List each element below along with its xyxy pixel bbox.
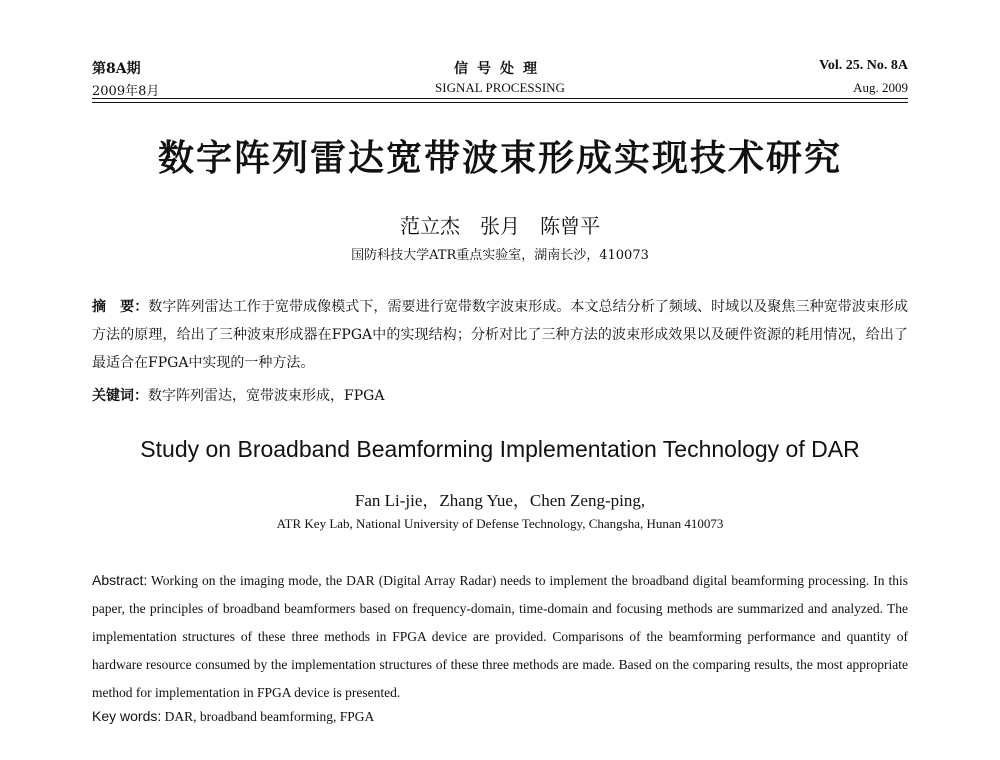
- header-rule-thin: [92, 102, 908, 103]
- keywords-cn: [92, 385, 908, 405]
- issue-number: 第8A期: [92, 61, 141, 77]
- keywords-text-cn: 数字阵列雷达，宽带波束形成，FPGA: [148, 388, 385, 404]
- affiliation-en: ATR Key Lab, National University of Defense Technology, Changsha, Hunan 410073: [276, 516, 724, 531]
- header-rule: [92, 98, 908, 99]
- authors-en: Fan Li-jie，Zhang Yue，Chen Zeng-ping,: [354, 491, 646, 510]
- paper-title-cn: 数字阵列雷达宽带波束形成实现技术研究: [157, 138, 842, 179]
- journal-header-bottom: [92, 80, 908, 98]
- journal-name-en: SIGNAL PROCESSING: [435, 80, 565, 95]
- abstract-label-cn: 摘 要：: [92, 299, 149, 315]
- abstract-text-cn: 数字阵列雷达工作于宽带成像模式下，需要进行宽带数字波束形成。本文总结分析了频域、时域以及聚焦三种宽带波束形成方法的原理，给出了三种波束形成器在FPGA中的实现结构；分析对比了三种方法的波束形成效果以及硬件资源的耗用情况，给出了最适合在FPGA中实现的一种方法。: [92, 299, 908, 371]
- abstract-en: [92, 566, 908, 707]
- journal-name-cn: 信号处理: [454, 61, 546, 77]
- affiliation-cn: 国防科技大学ATR重点实验室，湖南长沙，410073: [351, 248, 649, 263]
- keywords-text-en: DAR, broadband beamforming, FPGA: [164, 709, 375, 724]
- keywords-label-cn: 关键词：: [92, 388, 148, 404]
- journal-header-top: [92, 58, 908, 78]
- keywords-label-en: Key words:: [92, 708, 162, 724]
- authors-cn: 范立杰 张月 陈曾平: [400, 214, 600, 238]
- publication-date-en: Aug. 2009: [853, 80, 908, 95]
- abstract-label-en: Abstract:: [92, 572, 148, 588]
- abstract-text-en: Working on the imaging mode, the DAR (Digital Array Radar) needs to implement the broadband digital beamforming processing. In this paper, the principles of broadband beamformers based on frequency-domain, time-domain and focusing methods are summarized and analyzed. The implementation structures of these three methods in FPGA device are provided. Comparisons of the beamforming performance and quantity of hardware resource consumed by the implementation structures of these three methods are made. Based on the comparing results, the most appropriate method for implementation in FPGA device is presented.: [92, 573, 908, 700]
- publication-date-cn: 2009年8月: [92, 84, 160, 99]
- paper-title-en: Study on Broadband Beamforming Implementation Technology of DAR: [140, 436, 860, 462]
- abstract-cn: [92, 293, 908, 377]
- volume-number: Vol. 25. No. 8A: [819, 58, 908, 73]
- keywords-en: [92, 708, 908, 725]
